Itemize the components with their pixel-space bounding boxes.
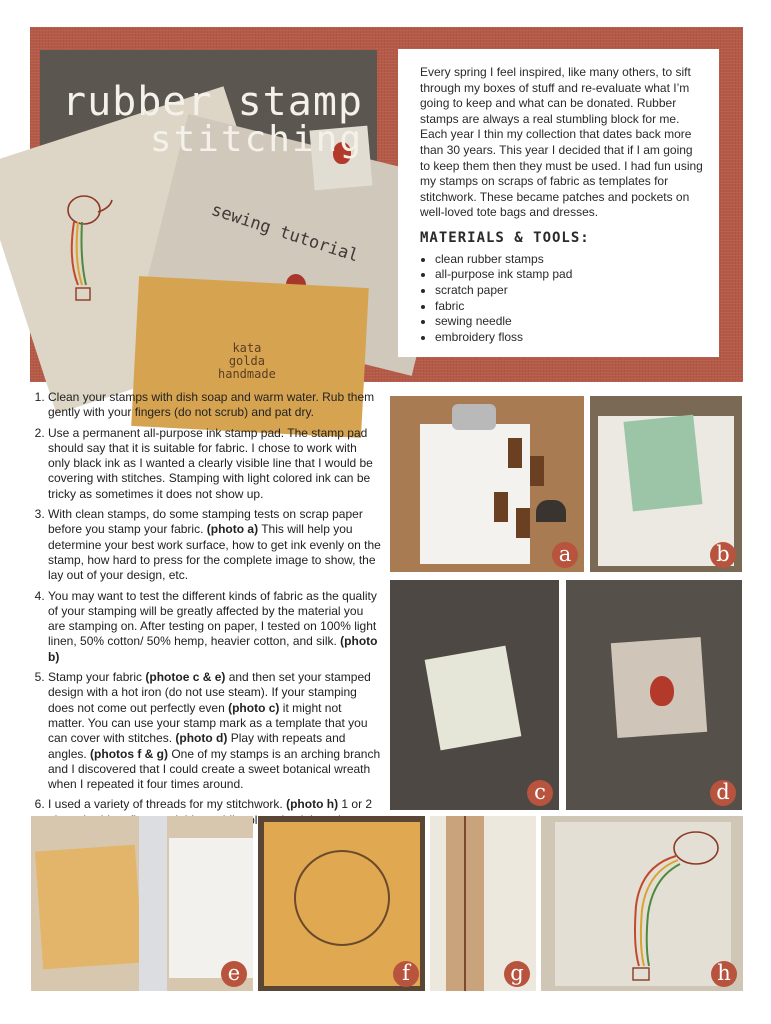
step-text: it might not matter. You can use your stamp mark as a template that you can cover with stitches. <box>48 700 368 746</box>
branch-stamp-icon <box>464 816 466 991</box>
stamp-block <box>516 508 530 538</box>
photo-d <box>566 580 742 810</box>
teapot-rainbow-icon <box>581 826 731 986</box>
cover-title-line2: stitching <box>149 119 363 160</box>
list-item: • all-purpose ink stamp pad <box>435 267 705 283</box>
photo-f <box>258 816 425 991</box>
list-item: • clean rubber stamps <box>435 252 705 268</box>
photo-label-g: g <box>504 961 530 987</box>
stamped-patch <box>425 646 522 751</box>
photo-ref: (photos f & g) <box>90 746 169 761</box>
photo-g <box>430 816 536 991</box>
photo-label-c: c <box>527 780 553 806</box>
white-cotton <box>169 838 253 978</box>
clipboard-clip <box>452 404 496 430</box>
brand-line3: handmade <box>218 367 276 381</box>
list-item: • fabric <box>435 299 705 315</box>
wreath-stamp-icon <box>294 850 390 946</box>
materials-heading: MATERIALS & TOOLS: <box>420 229 590 246</box>
header-banner <box>30 27 743 382</box>
materials-list <box>420 252 705 346</box>
step-2 <box>48 426 381 502</box>
photo-ref: (photoe c & e) <box>145 670 226 685</box>
intro-box <box>398 49 719 357</box>
cover-image <box>40 50 377 381</box>
step-text: I used a variety of threads for my stitchwork. <box>48 797 287 812</box>
green-silk <box>623 415 702 512</box>
photo-label-h: h <box>711 961 737 987</box>
step-text: Play with repeats and angles. <box>48 731 346 761</box>
photo-a <box>390 396 584 572</box>
photo-h <box>541 816 743 991</box>
step-text: Clean your stamps with dish soap and warm water. Rub them gently with your fingers (do not scrub) and pat dry. <box>48 390 375 420</box>
photo-label-d: d <box>710 780 736 806</box>
step-text: With clean stamps, do some stamping tests on scrap paper before you stamp your fabric. <box>48 507 363 537</box>
photo-ref: (photo a) <box>206 522 259 537</box>
step-text: You may want to test the different kinds of fabric as the quality of your stamping will be greatly affected by the material you are stamping on. After testing on paper, I tested on 100% light linen, 50% cotton/ 50% hemp, heavier cotton, and silk. <box>48 588 377 649</box>
stamp-rainbow <box>536 500 566 522</box>
stamp-block <box>508 438 522 468</box>
cover-subtitle: sewing tutorial <box>208 200 362 267</box>
photo-ref: (photo b) <box>48 634 378 664</box>
list-item: • sewing needle <box>435 314 705 330</box>
photo-b <box>590 396 742 572</box>
photo-ref: (photo d) <box>175 731 228 746</box>
step-3 <box>48 507 381 583</box>
step-text: This will help you determine your best work surface, how to get ink evenly on the stamp, how hard to press for the complete image to show, the lay out of your design, etc. <box>48 522 381 583</box>
cover-brand <box>218 342 276 381</box>
photo-label-a: a <box>552 542 578 568</box>
teapot-stamp-icon <box>62 190 132 320</box>
list-item: • embroidery floss <box>435 330 705 346</box>
photo-label-b: b <box>710 542 736 568</box>
step-text: 1 or 2 <box>341 797 373 812</box>
step-text: and then set your stamped design with a hot iron (do not use steam). If your stamping does not come out perfectly even <box>48 670 371 715</box>
step-text: Use a permanent all-purpose ink stamp pad. The stamp pad should say that it is suitable for fabric. I chose to work with only black ink as I wanted a clearly visible line that I would be covering with stitches. Stamping with light colored ink can be tricky as sometimes it does not show up. <box>48 425 373 501</box>
photo-e <box>31 816 253 991</box>
brand-line2: golda <box>228 354 265 368</box>
mustard-linen <box>35 845 143 970</box>
photo-ref: (photo h) <box>286 797 339 812</box>
list-item: • scratch paper <box>435 283 705 299</box>
photo-label-f: f <box>393 961 419 987</box>
heart-embroidery <box>650 676 674 706</box>
step-1 <box>48 390 381 421</box>
brand-line1: kata <box>232 341 262 355</box>
steps-list <box>29 390 381 833</box>
stamp-block <box>530 456 544 486</box>
cover-title <box>62 79 363 160</box>
photo-c <box>390 580 559 810</box>
stamp-block <box>494 492 508 522</box>
step-5 <box>48 670 381 792</box>
intro-text: Every spring I feel inspired, like many others, to sift through my boxes of stuff and re-evaluate what I’m going to keep and what can be donated. Rubber stamps are always a real stumbling block for me. Each year I thin my collection that dates back more than 30 years. This year I decided that if I am going to keep them then they must be used. I had fun using my stamps on scraps of fabric as templates for stitchwork. These became patches and pockets on well-loved tote bags and dresses. <box>420 65 703 220</box>
photo-ref: (photo c) <box>228 700 280 715</box>
photo-label-e: e <box>221 961 247 987</box>
step-text: Stamp your fabric <box>48 670 146 685</box>
step-4 <box>48 589 381 665</box>
silk-ribbon <box>139 816 167 991</box>
cover-title-line1: rubber stamp <box>62 79 363 125</box>
step-text: One of my stamps is an arching branch and I discovered that I could create a sweet botanical wreath when I repeated it four times around. <box>48 746 381 792</box>
